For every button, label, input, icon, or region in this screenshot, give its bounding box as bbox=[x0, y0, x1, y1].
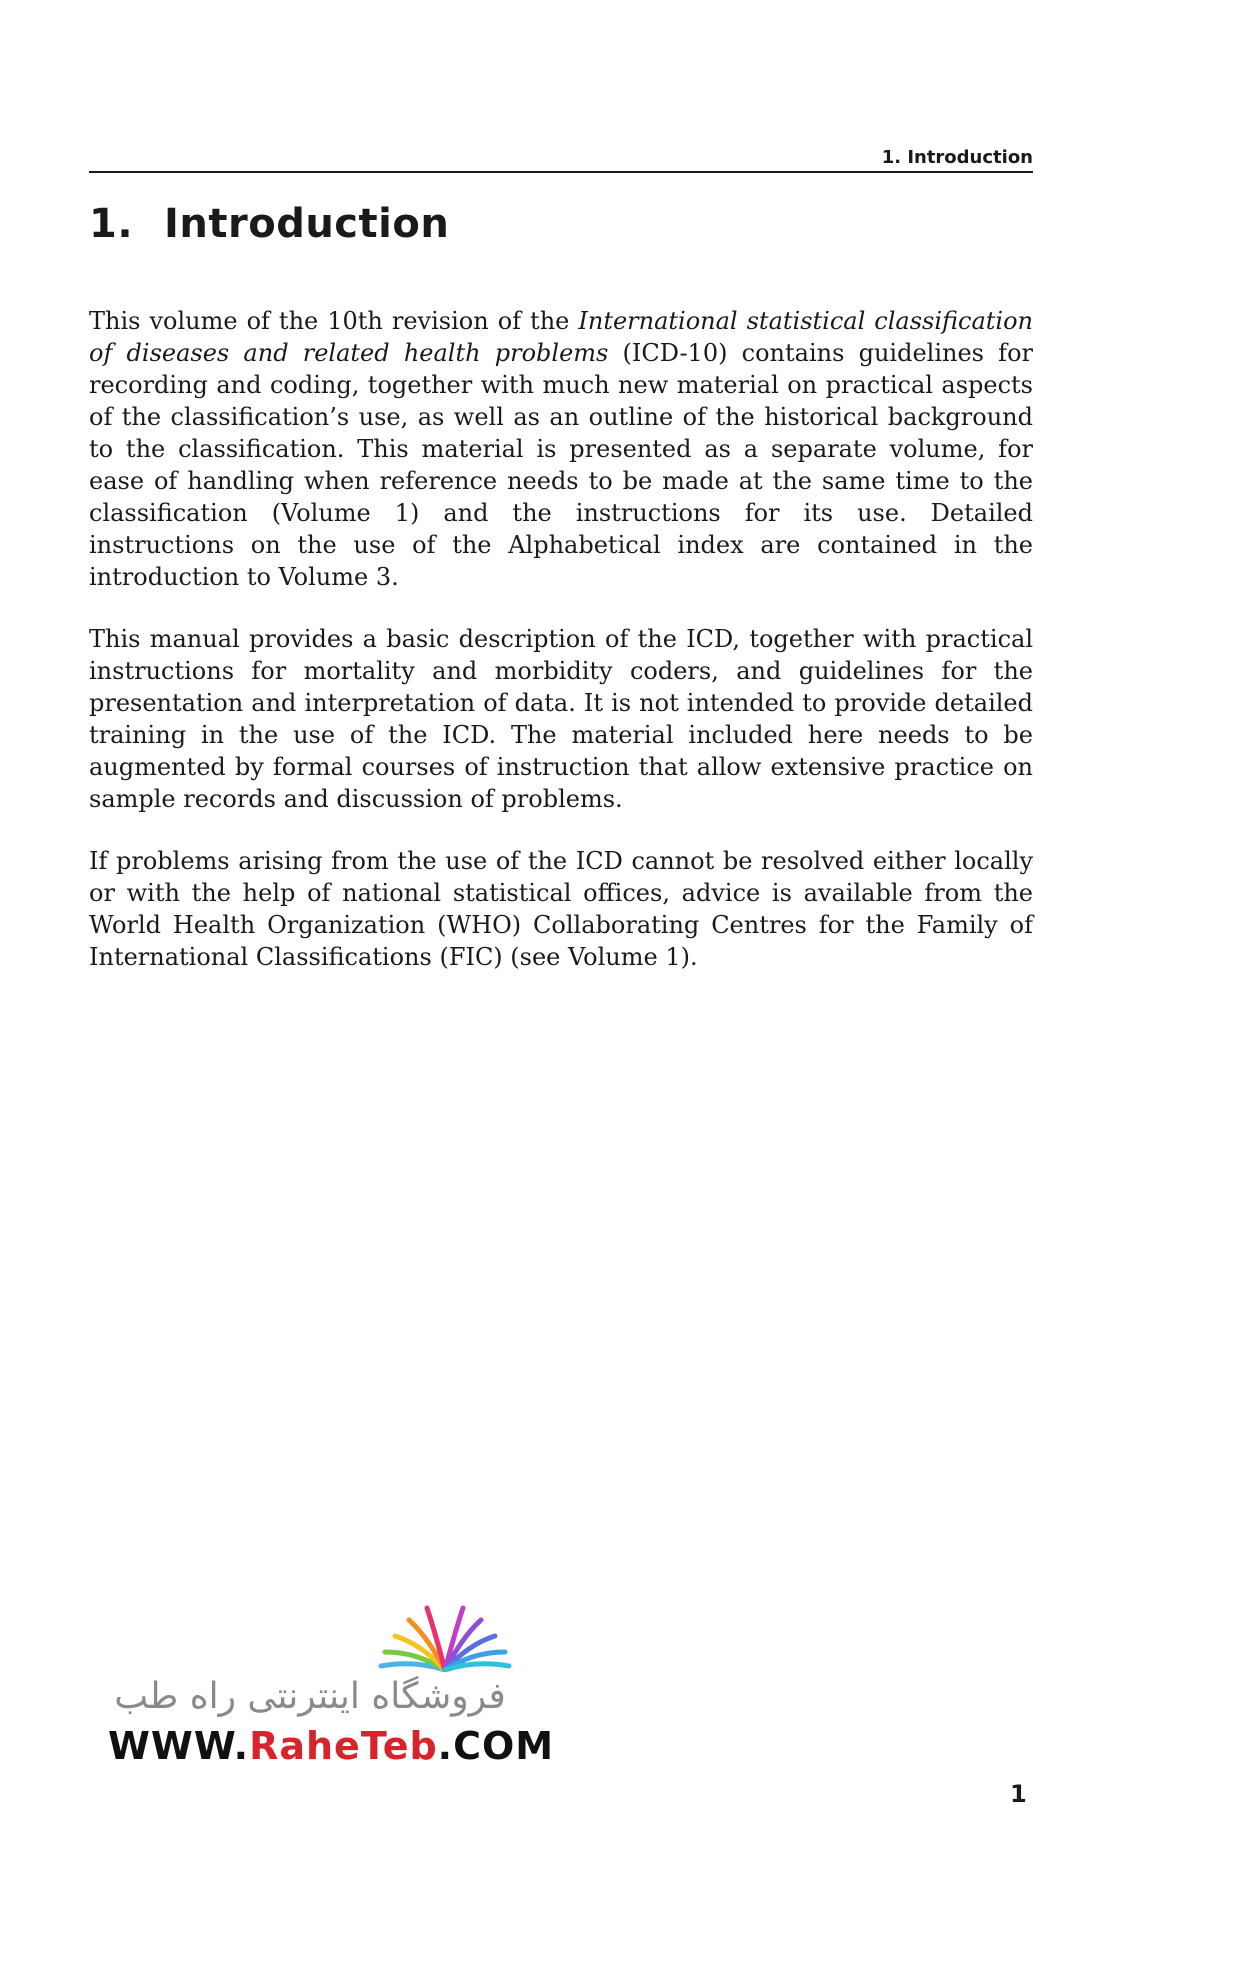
paragraph-1-rest: (ICD-10) contains guidelines for recording and coding, together with much new material on practical aspects of the classification’s use, as well as an outline of the historical background to the classification. This material is presented as a separate volume, for ease of handling when reference needs to be made at the same time to the classification (Volume 1) and the instructions for its use. Detailed instructions on the use of the Alphabetical index are contained in the introduction to Volume 3. bbox=[89, 339, 1033, 591]
url-brand: RaheTeb bbox=[249, 1724, 438, 1768]
paragraph-1-lead: This volume of the 10th revision of the bbox=[89, 307, 579, 335]
paragraph-3: If problems arising from the use of the ICD cannot be resolved either locally or with the help of national statistical offices, advice is available from the World Health Organization (WHO) Collaborating Centres for the Family of International Classifications (FIC) (see Volume 1). bbox=[89, 847, 1033, 971]
body-text bbox=[89, 305, 1033, 1003]
chapter-title-text: Introduction bbox=[164, 201, 450, 247]
paragraph-2: This manual provides a basic description of the ICD, together with practical instructions for mortality and morbidity coders, and guidelines for the presentation and interpretation of data. It is not intended to provide detailed training in the use of the ICD. The material included here needs to be augmented by formal courses of instruction that allow extensive practice on sample records and discussion of problems. bbox=[89, 625, 1033, 813]
open-book-icon bbox=[375, 1600, 515, 1672]
watermark-url bbox=[108, 1724, 554, 1768]
url-suffix: .COM bbox=[437, 1724, 555, 1768]
watermark-logo bbox=[100, 1600, 555, 1775]
paragraph-1-title-italic: International statistical classification of diseases and related health problems bbox=[89, 307, 1034, 367]
chapter-title bbox=[89, 196, 449, 252]
page-number: 1 bbox=[1010, 1780, 1027, 1808]
paragraph-1 bbox=[89, 305, 1033, 593]
watermark-persian-text: فروشگاه اینترنتی راه طب bbox=[114, 1676, 506, 1717]
url-prefix: WWW. bbox=[108, 1724, 250, 1768]
chapter-number: 1. bbox=[89, 201, 134, 247]
running-head: 1. Introduction bbox=[89, 145, 1033, 173]
